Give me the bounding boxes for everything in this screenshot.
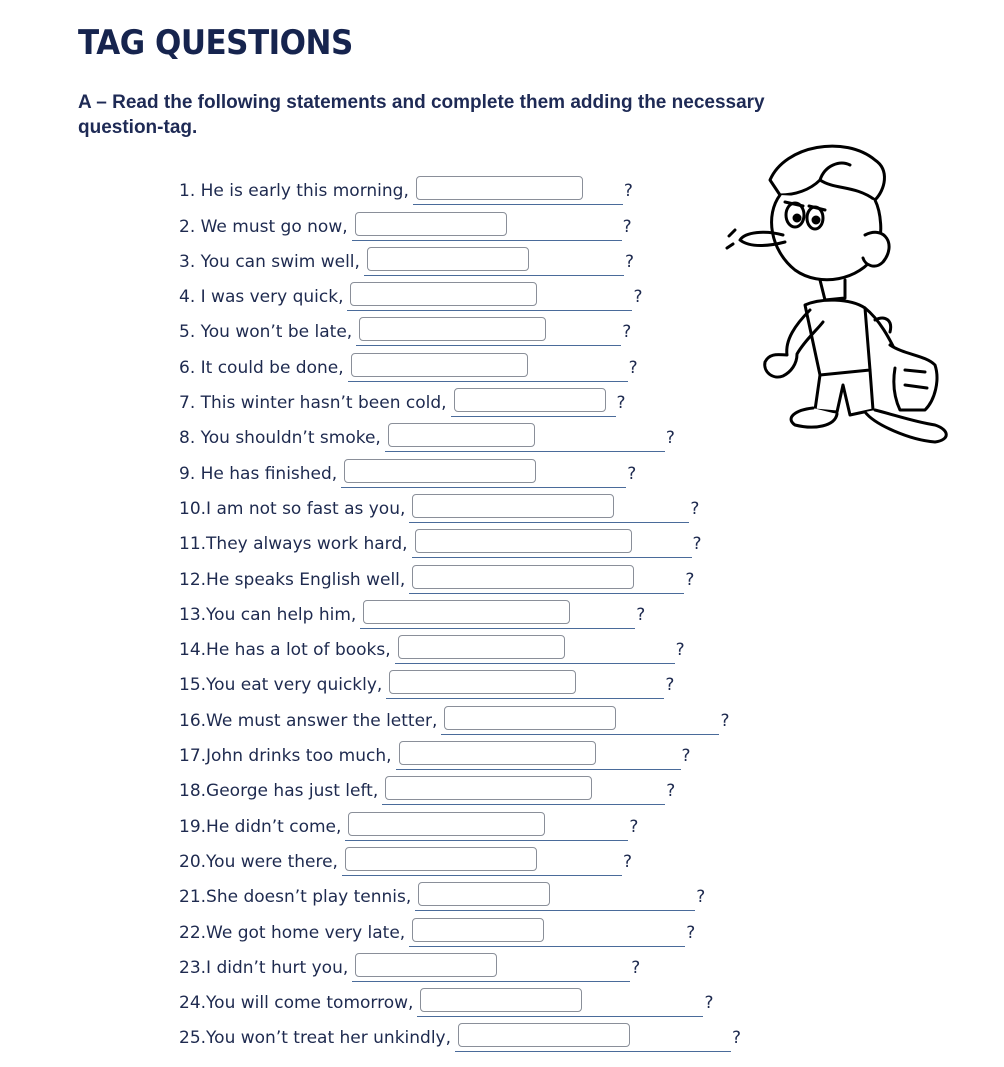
instructions-text: A – Read the following statements and complete them adding the necessary question-tag. — [78, 92, 765, 138]
question-mark: ? — [622, 322, 632, 343]
answer-input-box[interactable] — [385, 776, 592, 800]
question-statement: 23.I didn’t hurt you, — [179, 957, 349, 978]
answer-blank-line — [364, 245, 624, 276]
answer-blank-line — [360, 598, 635, 629]
question-mark: ? — [616, 393, 626, 414]
question-item-14 — [179, 629, 741, 664]
question-item-10 — [179, 488, 741, 523]
question-item-12 — [179, 558, 741, 593]
question-statement: 8. You shouldn’t smoke, — [179, 428, 381, 449]
question-item-17 — [179, 735, 741, 770]
answer-blank-line — [347, 280, 632, 311]
question-item-24 — [179, 982, 741, 1017]
question-mark: ? — [622, 851, 632, 872]
answer-input-box[interactable] — [389, 670, 576, 694]
question-mark: ? — [622, 216, 632, 237]
question-mark: ? — [631, 957, 641, 978]
question-item-19 — [179, 805, 741, 840]
question-statement: 3. You can swim well, — [179, 251, 360, 272]
question-mark: ? — [690, 498, 700, 519]
question-mark: ? — [675, 640, 685, 661]
answer-input-box[interactable] — [344, 459, 536, 483]
question-item-23 — [179, 947, 741, 982]
question-statement: 5. You won’t be late, — [179, 322, 353, 343]
question-item-5 — [179, 311, 741, 346]
question-item-8 — [179, 417, 741, 452]
question-item-2 — [179, 205, 741, 240]
answer-blank-line — [386, 668, 664, 699]
question-mark: ? — [623, 181, 633, 202]
question-item-6 — [179, 346, 741, 381]
question-statement: 25.You won’t treat her unkindly, — [179, 1028, 452, 1049]
question-item-11 — [179, 523, 741, 558]
answer-blank-line — [455, 1021, 731, 1052]
question-list — [179, 170, 741, 1052]
answer-blank-line — [341, 457, 626, 488]
answer-blank-line — [441, 704, 719, 735]
answer-blank-line — [345, 810, 628, 841]
answer-input-box[interactable] — [444, 706, 616, 730]
question-statement: 6. It could be done, — [179, 357, 344, 378]
question-item-22 — [179, 911, 741, 946]
question-item-25 — [179, 1017, 741, 1052]
question-item-1 — [179, 170, 741, 205]
question-statement: 10.I am not so fast as you, — [179, 498, 406, 519]
question-mark: ? — [720, 710, 730, 731]
question-mark: ? — [665, 428, 675, 449]
answer-blank-line — [385, 421, 665, 452]
question-statement: 9. He has finished, — [179, 463, 338, 484]
question-mark: ? — [666, 781, 676, 802]
question-item-15 — [179, 664, 741, 699]
question-item-18 — [179, 770, 741, 805]
answer-input-box[interactable] — [355, 953, 497, 977]
question-statement: 1. He is early this morning, — [179, 181, 409, 202]
answer-blank-line — [342, 845, 622, 876]
question-item-3 — [179, 241, 741, 276]
question-statement: 21.She doesn’t play tennis, — [179, 887, 412, 908]
question-statement: 14.He has a lot of books, — [179, 640, 391, 661]
answer-blank-line — [409, 916, 685, 947]
question-item-16 — [179, 699, 741, 734]
answer-input-box[interactable] — [454, 388, 606, 412]
question-statement: 15.You eat very quickly, — [179, 675, 383, 696]
answer-input-box[interactable] — [367, 247, 529, 271]
answer-input-box[interactable] — [412, 565, 634, 589]
answer-blank-line — [412, 527, 692, 558]
question-statement: 13.You can help him, — [179, 604, 357, 625]
question-item-7 — [179, 382, 741, 417]
question-mark: ? — [633, 287, 643, 308]
answer-blank-line — [348, 351, 628, 382]
answer-input-box[interactable] — [412, 494, 614, 518]
question-statement: 20.You were there, — [179, 851, 338, 872]
question-mark: ? — [629, 816, 639, 837]
question-statement: 22.We got home very late, — [179, 922, 406, 943]
answer-input-box[interactable] — [359, 317, 546, 341]
question-mark: ? — [686, 922, 696, 943]
answer-input-box[interactable] — [350, 282, 537, 306]
answer-blank-line — [395, 633, 675, 664]
question-statement: 17.John drinks too much, — [179, 746, 392, 767]
question-mark: ? — [696, 887, 706, 908]
answer-input-box[interactable] — [458, 1023, 630, 1047]
question-statement: 7. This winter hasn’t been cold, — [179, 393, 447, 414]
question-mark: ? — [692, 534, 702, 555]
answer-input-box[interactable] — [416, 176, 583, 200]
question-mark: ? — [704, 993, 714, 1014]
question-mark: ? — [665, 675, 675, 696]
question-statement: 18.George has just left, — [179, 781, 379, 802]
answer-input-box[interactable] — [348, 812, 545, 836]
answer-input-box[interactable] — [399, 741, 596, 765]
question-statement: 19.He didn’t come, — [179, 816, 342, 837]
answer-input-box[interactable] — [388, 423, 535, 447]
answer-input-box[interactable] — [355, 212, 507, 236]
question-statement: 4. I was very quick, — [179, 287, 344, 308]
question-statement: 12.He speaks English well, — [179, 569, 406, 590]
answer-input-box[interactable] — [412, 918, 544, 942]
answer-input-box[interactable] — [345, 847, 537, 871]
worksheet-title: TAG QUESTIONS — [78, 24, 353, 63]
question-item-4 — [179, 276, 741, 311]
question-mark: ? — [685, 569, 695, 590]
question-mark: ? — [732, 1028, 742, 1049]
question-item-9 — [179, 452, 741, 487]
answer-blank-line — [413, 174, 623, 205]
question-mark: ? — [627, 463, 637, 484]
answer-input-box[interactable] — [363, 600, 570, 624]
answer-input-box[interactable] — [418, 882, 550, 906]
answer-blank-line — [382, 774, 665, 805]
answer-blank-line — [409, 492, 689, 523]
answer-input-box[interactable] — [351, 353, 528, 377]
answer-input-box[interactable] — [420, 988, 582, 1012]
answer-blank-line — [451, 386, 616, 417]
question-mark: ? — [624, 251, 634, 272]
question-mark: ? — [636, 604, 646, 625]
question-statement: 24.You will come tomorrow, — [179, 993, 414, 1014]
answer-blank-line — [409, 563, 684, 594]
answer-input-box[interactable] — [415, 529, 632, 553]
question-item-21 — [179, 876, 741, 911]
question-statement: 2. We must go now, — [179, 216, 348, 237]
question-item-20 — [179, 841, 741, 876]
question-item-13 — [179, 594, 741, 629]
answer-blank-line — [352, 951, 630, 982]
answer-input-box[interactable] — [398, 635, 565, 659]
answer-blank-line — [356, 315, 621, 346]
question-mark: ? — [628, 357, 638, 378]
question-statement: 11.They always work hard, — [179, 534, 408, 555]
answer-blank-line — [352, 210, 622, 241]
answer-blank-line — [417, 986, 703, 1017]
answer-blank-line — [396, 739, 681, 770]
question-mark: ? — [681, 746, 691, 767]
cartoon-boy-illustration — [725, 140, 1004, 460]
answer-blank-line — [415, 880, 695, 911]
question-statement: 16.We must answer the letter, — [179, 710, 438, 731]
